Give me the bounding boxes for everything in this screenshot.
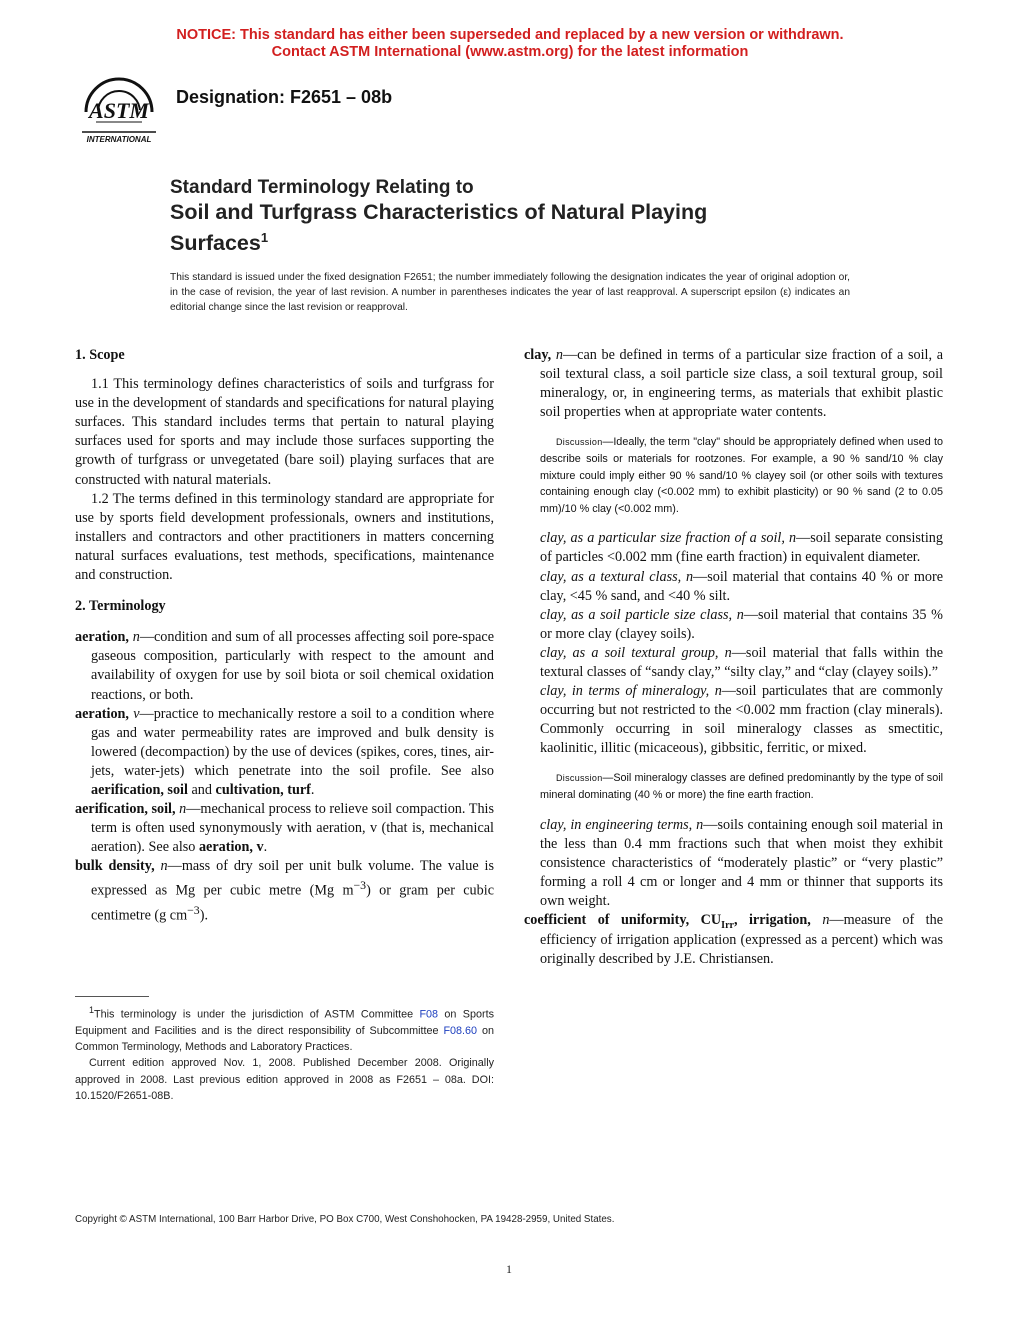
section-terminology-heading: 2. Terminology (75, 598, 166, 615)
term-bulk-density (75, 857, 494, 926)
term-definition: —practice to mechanically restore a soil to a condition where gas and water permeability rates are improved and bulk density is lowered (decompaction) by the use of devices (spikes, cores, tines, air-jets, water-jets) which penetrate into the soil profile. See also (91, 705, 495, 779)
term-definition: —soils containing enough soil material in the less than 0.4 mm fractions such that when moist they exhibit consistence characteristics of “moderately plastic” or “very plastic” forming a roll 4 cm or longer and 4 mm or thinner that supports its own weight. (540, 816, 943, 910)
term-pos: n (685, 568, 694, 585)
term-pos: n (179, 801, 187, 818)
issuance-statement: This standard is issued under the fixed designation F2651; the number immediately following the designation indicates the year of original adoption or, in the case of revision, the year of last revision. A number in parentheses indicates the year of last reapproval. A superscript epsilon (ε) indicates an editorial change since the last revision or reapproval. (170, 272, 850, 313)
notice-line-2: Contact ASTM International (www.astm.org) for the latest information (271, 44, 749, 60)
term-clay-particle-size-class (524, 606, 943, 644)
cross-reference: aeration, v (198, 839, 264, 856)
discussion-label: Discussion (556, 437, 603, 448)
title-footnote-ref: 1 (260, 230, 269, 245)
footnote-paragraph-1 (75, 1002, 494, 1055)
term-definition-mid: ) or gram per cubic centimetre (g cm (91, 883, 494, 924)
term-clay-textural-group (524, 644, 943, 682)
footnote-text: on Sports Equipment and Facilities and is the direct responsibility of Subcommittee (75, 1008, 494, 1037)
scope-paragraph-2: 1.2 The terms defined in this terminology standard are appropriate for use by sports field development professionals, owners and institutions, installers and contractors and other practitioners in matters concerning natural surfaces evaluations, test methods, specifications, maintenance and construction. (75, 490, 494, 584)
term-name: aeration, (75, 629, 129, 646)
term-name: clay, as a soil particle size class, (540, 606, 733, 623)
cross-reference: aerification, soil (91, 781, 188, 798)
term-pos: n (714, 683, 722, 700)
logo-wordmark: ASTM (89, 98, 149, 123)
term-pos: n (724, 644, 732, 661)
term-coefficient-of-uniformity (524, 911, 943, 969)
title-line-3 (170, 225, 850, 256)
committee-link[interactable]: F08 (419, 1008, 439, 1021)
discussion-text: —Ideally, the term "clay" should be appropriately defined when used to describe soils or materials for rootzones. For example, a 90 % sand/10 % clay mixture could imply either 90 % sand/10 % clayey soil (or other soils with textures containing enough clay (<0.002 mm) to exhibit plasticity) or 90 % sand (2 to 0.05 mm)/10 % clay (<0.002 mm). (540, 436, 943, 515)
term-name: aerification, soil, (75, 801, 176, 818)
term-definition-mid: and (187, 781, 216, 798)
designation: Designation: F2651 – 08b (176, 87, 393, 107)
scope-paragraph-1: 1.1 This terminology defines characteristics of soils and turfgrass for use in the development of standards and specifications for natural playing surfaces. This standard includes terms that pertain to natural playing surfaces used for sports and may include those surfaces supporting the growth of turfgrass or unvegetated (bare soil) playing surfaces that are constructed with natural materials. (75, 376, 494, 488)
subcommittee-link[interactable]: F08.60 (443, 1024, 478, 1037)
section-scope-heading: 1. Scope (75, 347, 125, 363)
footnote-number: 1 (89, 1005, 95, 1015)
document-title (170, 176, 850, 256)
exponent: −3 (187, 903, 200, 918)
term-pos: n (160, 858, 168, 875)
footnote-text: on Common Terminology, Methods and Laboratory Practices. (75, 1024, 494, 1054)
term-name-cont: , irrigation, (733, 912, 811, 929)
term-definition: —soil separate consisting of particles <0.002 mm (fine earth fraction) in equivalent diameter. (540, 530, 943, 566)
term-name: aeration, (75, 705, 129, 722)
title-line-2: Soil and Turfgrass Characteristics of Natural Playing (170, 200, 708, 224)
term-name: clay, as a soil textural group, (540, 644, 719, 661)
right-column (524, 346, 943, 969)
term-pos: n (696, 816, 704, 833)
term-definition: —condition and sum of all processes affecting soil pore-space gaseous composition, particularly with respect to the amount and availability of oxygen for use by soil biota or soil chemical oxidation reactions, or both. (91, 629, 495, 703)
term-definition: —can be defined in terms of a particular size fraction of a soil, a soil textural class, a soil particle size class, a soil textural group, soil mineralogy, or, in engineering terms, as materials that exhibit plastic soil properties when at appropriate water contents. (540, 347, 944, 421)
term-definition: —soil material that contains 40 % or more clay, <45 % sand, and <40 % silt. (540, 568, 944, 604)
title-line-3-text: Surfaces (170, 231, 261, 256)
term-pos: n (736, 606, 744, 623)
page-number: 1 (506, 1262, 512, 1276)
term-pos: n (788, 530, 797, 547)
astm-logo (76, 72, 162, 150)
copyright-line: Copyright © ASTM International, 100 Barr Harbor Drive, PO Box C700, West Conshohocken, PA 19428-2959, United States. (75, 1214, 615, 1225)
term-name: clay, as a textural class, (540, 568, 682, 585)
term-aeration-n (75, 628, 494, 704)
footnote-text: This terminology is under the jurisdiction of ASTM Committee (94, 1008, 420, 1021)
term-clay-engineering (524, 816, 943, 911)
term-aerification-soil (75, 800, 494, 857)
term-clay-size-fraction (524, 529, 943, 567)
term-definition: —soil particulates that are commonly occurring but not restricted to the <0.002 mm fraction (clay minerals). Commonly occurring in soil mineralogy classes as smectitic, kaolinitic, illitic (micaceous), gibbsitic, ferritic, or mixed. (540, 683, 944, 757)
term-clay-mineralogy (524, 682, 943, 758)
logo-subtext: INTERNATIONAL (86, 135, 152, 144)
title-line-1: Standard Terminology Relating to (170, 177, 474, 198)
term-aeration-v (75, 705, 494, 800)
term-pos: n (132, 629, 140, 646)
clay-discussion-1 (524, 434, 943, 517)
term-definition: —mechanical process to relieve soil compaction. This term is often used synonymously with aeration, v (that is, mechanical aeration). See also (91, 801, 494, 856)
astm-logo-icon (76, 72, 162, 150)
term-name: bulk density, (75, 858, 155, 875)
term-pos: n (555, 347, 563, 363)
footnote-paragraph-2: Current edition approved Nov. 1, 2008. Published December 2008. Originally approved in 2008. Last previous edition approved in 2008 as F2651 – 08a. DOI: 10.1520/F2651-08B. (75, 1057, 494, 1103)
term-pos: v (133, 705, 140, 722)
term-name: coefficient of uniformity, CU (524, 912, 722, 929)
term-clay-textural-class (524, 568, 943, 606)
term-name: clay, in engineering terms, (540, 816, 693, 833)
term-definition: —soil material that contains 35 % or more clay (clayey soils). (540, 606, 943, 642)
discussion-text: —Soil mineralogy classes are defined predominantly by the type of soil mineral dominating (40 % or more) the fine earth fraction. (540, 772, 943, 802)
footnote-divider (75, 996, 149, 997)
term-name: clay, (524, 347, 552, 363)
withdrawal-notice (0, 27, 1020, 61)
term-definition: —mass of dry soil per unit bulk volume. The value is expressed as Mg per cubic metre (Mg m (91, 858, 494, 900)
term-pos: n (822, 912, 830, 929)
term-clay (524, 346, 943, 422)
clay-discussion-2 (524, 770, 943, 803)
term-definition: —soil material that falls within the textural classes of “sandy clay,” “silty clay,” and “clay (clayey soils).” (540, 644, 943, 680)
term-definition: —measure of the efficiency of irrigation application (expressed as a percent) which was originally described by J.E. Christiansen. (540, 912, 943, 968)
term-name: clay, as a particular size fraction of a soil, (540, 530, 785, 547)
term-definition-end: ). (199, 908, 208, 924)
term-subscript: Irr (721, 920, 734, 932)
cross-reference: cultivation, turf (215, 781, 311, 798)
term-definition-end: . (263, 839, 268, 856)
discussion-label: Discussion (556, 773, 603, 784)
exponent: −3 (353, 878, 367, 893)
term-definition-end: . (310, 781, 315, 798)
notice-line-1: NOTICE: This standard has either been superseded and replaced by a new version or withdrawn. (176, 27, 844, 43)
term-name: clay, in terms of mineralogy, (540, 683, 710, 700)
footnote (75, 1002, 494, 1104)
left-column (75, 346, 494, 926)
